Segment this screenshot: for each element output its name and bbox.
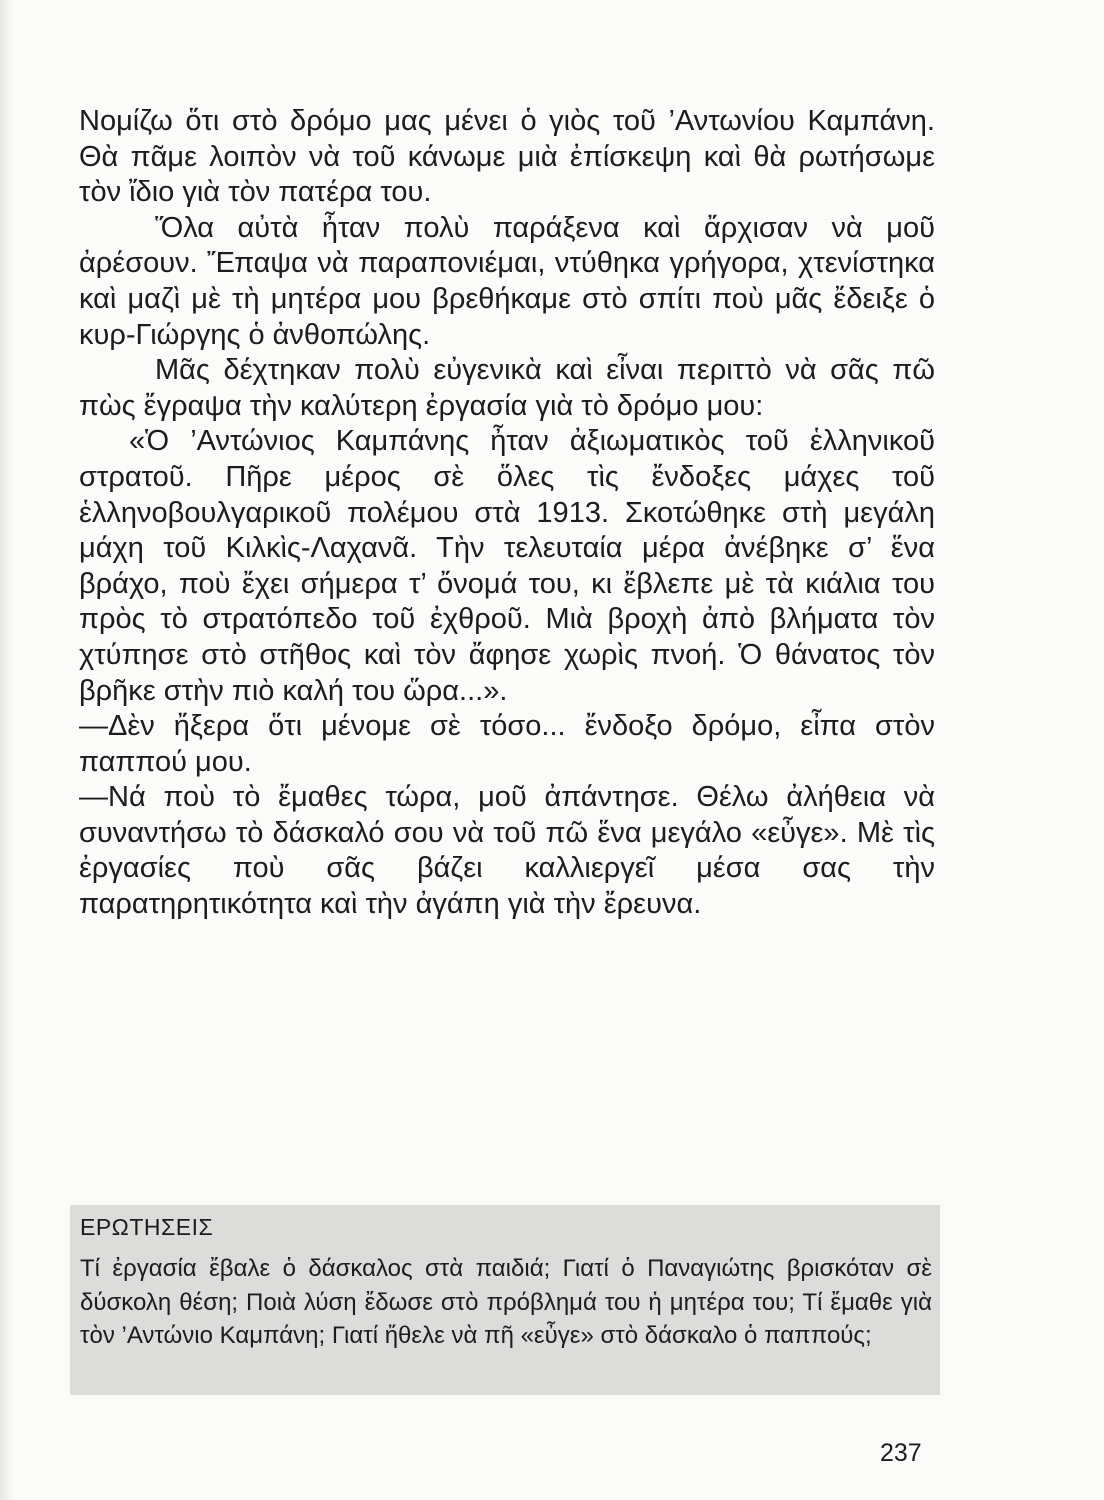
questions-heading: ΕΡΩΤΗΣΕΙΣ (80, 1214, 214, 1240)
paragraph-dialogue-2: —Νά ποὺ τὸ ἔμαθες τώρα, μοῦ ἀπάντησε. Θέλω ἀλήθεια νὰ συναντήσω τὸ δάσκαλό σου νὰ τοῦ πῶ ἕνα μεγάλο «εὖγε». Μὲ τὶς ἐργασίες ποὺ σᾶς βάζει καλλιεργεῖ μέσα σας τὴν παρατηρητικότητα καὶ τὴν ἀγάπη γιὰ τὴν ἔρευνα. (79, 781, 935, 921)
paragraph-2: Ὅλα αὐτὰ ἦταν πολὺ παράξενα καὶ ἄρχισαν νὰ μοῦ ἀρέσουν. Ἔπαψα νὰ παραπονιέμαι, ντύθηκα γρήγορα, χτενίστηκα καὶ μαζὶ μὲ τὴ μητέρα μου βρεθήκαμε στὸ σπίτι ποὺ μᾶς ἔδειξε ὁ κυρ-Γιώργης ὁ ἀνθοπώλης. (79, 211, 935, 351)
paragraph-quote: «Ὁ ’Αντώνιος Καμπάνης ἦταν ἀξιωματικὸς τοῦ ἑλληνικοῦ στρατοῦ. Πῆρε μέρος σὲ ὅλες τὶς ἔνδοξες μάχες τοῦ ἑλληνοβουλγαρικοῦ πολέμου στὰ 1913. Σκοτώθηκε στὴ μεγάλη μάχη τοῦ Κιλκὶς-Λαχανᾶ. Τὴν τελευταία μέρα ἀνέβηκε σ’ ἕνα βράχο, ποὺ ἔχει σήμερα τ’ ὄνομά του, κι ἔβλεπε μὲ τὰ κιάλια του πρὸς τὸ στρατόπεδο τοῦ ἐχθροῦ. Μιὰ βροχὴ ἀπὸ βλήματα τὸν χτύπησε στὸ στῆθος καὶ τὸν ἄφησε χωρὶς πνοή. Ὁ θάνατος τὸν βρῆκε στὴν πιὸ καλή του ὥρα...». (79, 425, 935, 707)
paragraph-1: Νομίζω ὅτι στὸ δρόμο μας μένει ὁ γιὸς τοῦ ’Αντωνίου Καμπάνη. Θὰ πᾶμε λοιπὸν νὰ τοῦ κάνωμε μιὰ ἐπίσκεψη καὶ θὰ ρωτήσωμε τὸν ἴδιο γιὰ τὸν πατέρα του. (79, 105, 935, 209)
main-text-body (79, 104, 935, 923)
page-binding-shadow (0, 0, 14, 1500)
paragraph-dialogue-1: —Δὲν ἤξερα ὅτι μένομε σὲ τόσο... ἔνδοξο δρόμο, εἶπα στὸν παππού μου. (79, 710, 935, 778)
questions-text: Τί ἐργασία ἔβαλε ὁ δάσκαλος στὰ παιδιά; Γιατί ὁ Παναγιώτης βρισκόταν σὲ δύσκολη θέση; Ποιὰ λύση ἔδωσε στὸ πρόβλημά του ἡ μητέρα του; Τί ἔμαθε γιὰ τὸν ’Αντώνιο Καμπάνη; Γιατί ἤθελε νὰ πῆ «εὖγε» στὸ δάσκαλο ὁ παππούς; (80, 1255, 932, 1349)
paragraph-3: Μᾶς δέχτηκαν πολὺ εὐγενικὰ καὶ εἶναι περιττὸ νὰ σᾶς πῶ πὼς ἔγραψα τὴν καλύτερη ἐργασία γιὰ τὸ δρόμο μου: (79, 354, 935, 422)
page-number: 237 (880, 1439, 922, 1467)
